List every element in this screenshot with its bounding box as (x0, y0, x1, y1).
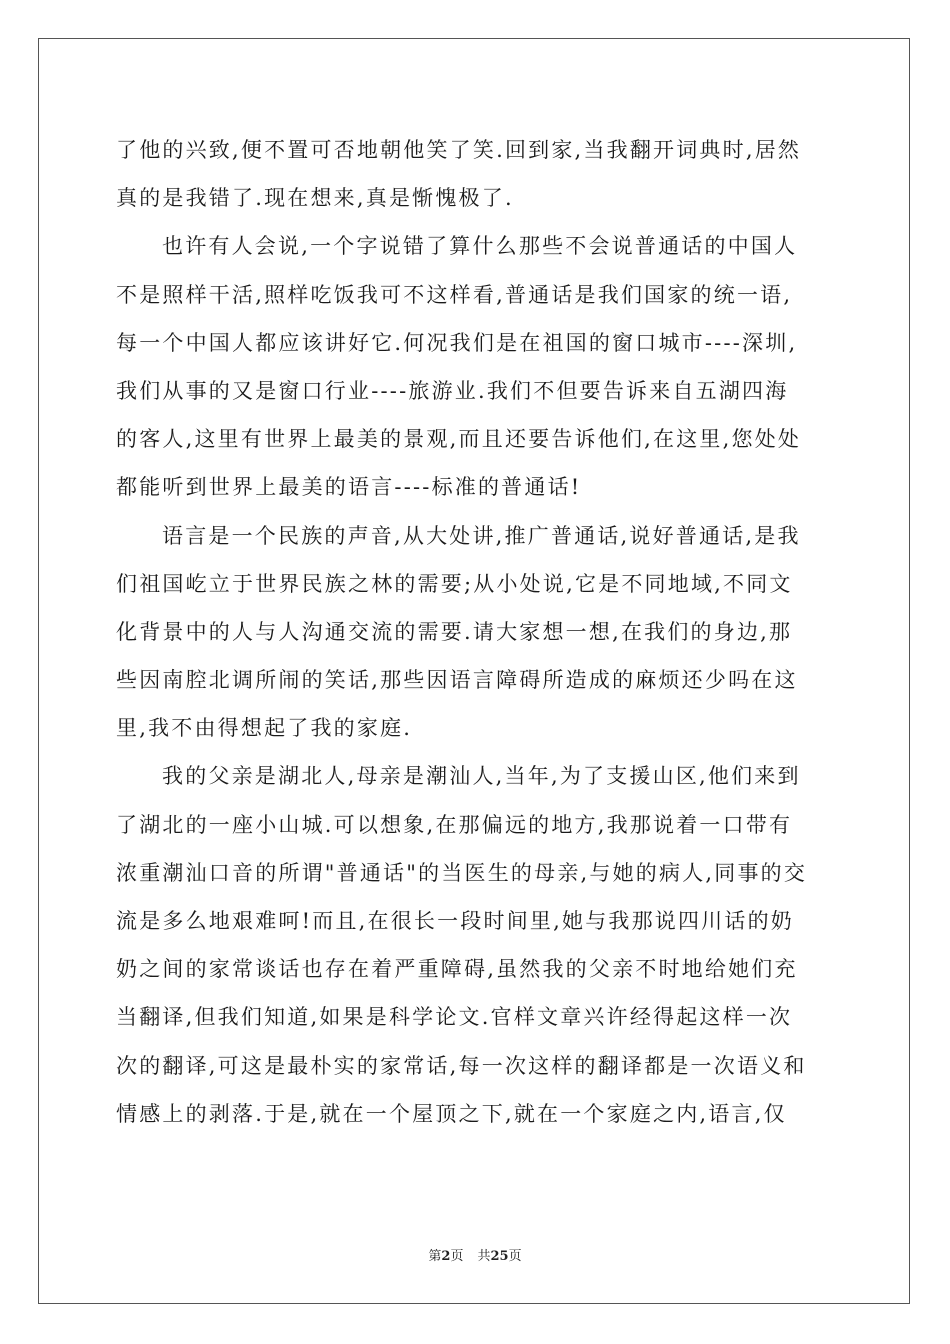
page-footer (0, 1248, 950, 1266)
text-line: 浓重潮汕口音的所谓"普通话"的当医生的母亲,与她的病人,同事的交 (116, 860, 808, 885)
total-unit: 页 (508, 1249, 522, 1264)
paragraph-start-line: 也许有人会说,一个字说错了算什么那些不会说普通话的中国人 (162, 234, 798, 259)
text-line: 了湖北的一座小山城.可以想象,在那偏远的地方,我那说着一口带有 (116, 812, 793, 837)
text-line: 情感上的剥落.于是,就在一个屋顶之下,就在一个家庭之内,语言,仅 (116, 1101, 787, 1126)
text-line: 们祖国屹立于世界民族之林的需要;从小处说,它是不同地域,不同文 (116, 571, 793, 596)
text-line: 奶之间的家常谈话也存在着严重障碍,虽然我的父亲不时地给她们充 (116, 957, 798, 982)
current-page-number: 2 (441, 1249, 451, 1264)
page-unit: 页 (450, 1249, 464, 1264)
text-line: 都能听到世界上最美的语言----标准的普通话! (116, 475, 582, 500)
text-line: 当翻译,但我们知道,如果是科学论文.官样文章兴许经得起这样一次 (116, 1005, 793, 1030)
document-body (116, 126, 836, 1138)
total-prefix: 共 (477, 1249, 491, 1264)
text-line: 真的是我错了.现在想来,真是惭愧极了. (116, 186, 514, 211)
page-prefix: 第 (428, 1249, 442, 1264)
text-line: 不是照样干活,照样吃饭我可不这样看,普通话是我们国家的统一语, (116, 282, 793, 307)
text-line: 里,我不由得想起了我的家庭. (116, 716, 413, 741)
text-line: 每一个中国人都应该讲好它.何况我们是在祖国的窗口城市----深圳, (116, 330, 798, 355)
text-line: 次的翻译,可这是最朴实的家常话,每一次这样的翻译都是一次语义和 (116, 1053, 807, 1078)
text-line: 化背景中的人与人沟通交流的需要.请大家想一想,在我们的身边,那 (116, 619, 793, 644)
text-line: 了他的兴致,便不置可否地朝他笑了笑.回到家,当我翻开词典时,居然 (116, 138, 802, 162)
total-page-count: 25 (490, 1249, 509, 1264)
paragraph-start-line: 我的父亲是湖北人,母亲是潮汕人,当年,为了支援山区,他们来到 (162, 764, 801, 789)
text-line: 我们从事的又是窗口行业----旅游业.我们不但要告诉来自五湖四海 (116, 378, 789, 403)
text-line: 流是多么地艰难呵!而且,在很长一段时间里,她与我那说四川话的奶 (116, 909, 794, 933)
text-line: 些因南腔北调所闹的笑话,那些因语言障碍所造成的麻烦还少吗在这 (116, 668, 798, 693)
text-line: 的客人,这里有世界上最美的景观,而且还要告诉他们,在这里,您处处 (116, 427, 802, 452)
paragraph-start-line: 语言是一个民族的声音,从大处讲,推广普通话,说好普通话,是我 (162, 523, 801, 548)
